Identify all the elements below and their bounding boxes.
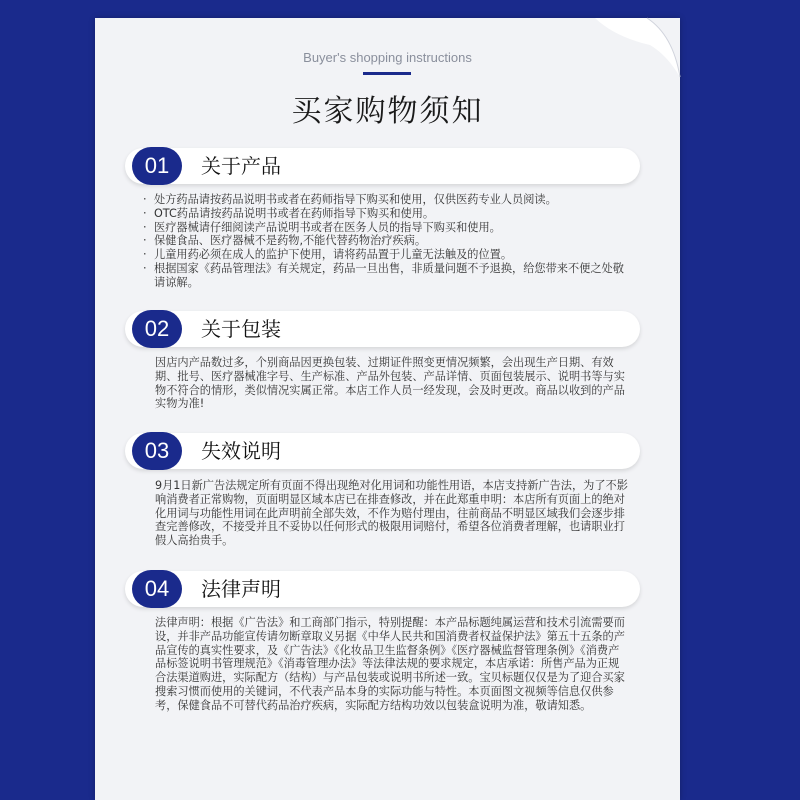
section-header-04 (125, 571, 640, 607)
section-header-02 (125, 311, 640, 347)
title-divider (363, 72, 411, 75)
list-item: · 医疗器械请仔细阅读产品说明书或者在医务人员的指导下购买和使用。 (140, 221, 634, 235)
section-body-01 (140, 193, 634, 290)
section-header-01 (125, 148, 640, 184)
page-subtitle: Buyer's shopping instructions (303, 50, 472, 65)
section-paragraph: 法律声明：根据《广告法》和工商部门指示，特别提醒：本产品标题纯属运营和技术引流需要而设，并非产品功能宣传请勿断章取义另据《中华人民共和国消费者权益保护法》第五十五条的产品宣传的真实性要求，及《广告法》《化妆品卫生监督条例》《医疗器械监督管理条例》《消费产品标签说明书管理规范》《消毒管理办法》等法律法规的要求规定，本店承诺：所售产品为正规合法渠道购进，实际配方（结构）与产品包装或说明书所述一致。宝贝标题仅仅是为了迎合买家搜索习惯而使用的关键词，不代表产品本身的实际功能与特性。本页面图文视频等信息仅供参考，保健食品不可替代药品治疗疾病，实际配方结构功效以包装盒说明为准，敬请知悉。 (155, 616, 625, 712)
section-heading: 关于产品 (201, 154, 281, 178)
list-item: · 根据国家《药品管理法》有关规定，药品一旦出售，非质量问题不予退换，给您带来不便之处敬请谅解。 (140, 262, 634, 290)
section-paragraph: 因店内产品数过多，个别商品因更换包装、过期证件照变更情况频繁，会出现生产日期、有效期、批号、医疗器械准字号、生产标准、产品外包装、产品详情、页面包装展示、说明书等与实物不符合的情形，类似情况实属正常。本店工作人员一经发现，会及时更改。商品以收到的产品实物为准! (155, 356, 625, 411)
section-number-badge: 03 (132, 432, 182, 470)
section-number-badge: 02 (132, 310, 182, 348)
list-item: · 儿童用药必须在成人的监护下使用，请将药品置于儿童无法触及的位置。 (140, 248, 634, 262)
section-heading: 失效说明 (201, 439, 281, 463)
section-number-badge: 01 (132, 147, 182, 185)
page-title: 买家购物须知 (291, 94, 484, 129)
section-heading: 关于包装 (201, 317, 281, 341)
list-item: · 保健食品、医疗器械不是药物,不能代替药物治疗疾病。 (140, 234, 634, 248)
section-heading: 法律声明 (201, 577, 281, 601)
section-header-03 (125, 433, 640, 469)
section-paragraph: 9月1日新广告法规定所有页面不得出现绝对化用词和功能性用语，本店支持新广告法，为了不影响消费者正常购物，页面明显区域本店已在排查修改，并在此郑重申明：本店所有页面上的绝对化用词与功能性用词在此声明前全部失效，不作为赔付理由，往前商品不明显区域我们会逐步排查完善修改，不接受并且不妥协以任何形式的极限用词赔付，希望各位消费者理解，也请职业打假人高抬贵手。 (155, 479, 628, 548)
section-number-badge: 04 (132, 570, 182, 608)
section-body-03 (155, 479, 630, 548)
section-body-02 (155, 356, 630, 411)
list-item: · 处方药品请按药品说明书或者在药师指导下购买和使用，仅供医药专业人员阅读。 (140, 193, 634, 207)
section-body-04 (155, 616, 630, 713)
list-item: · OTC药品请按药品说明书或者在药师指导下购买和使用。 (140, 207, 634, 221)
